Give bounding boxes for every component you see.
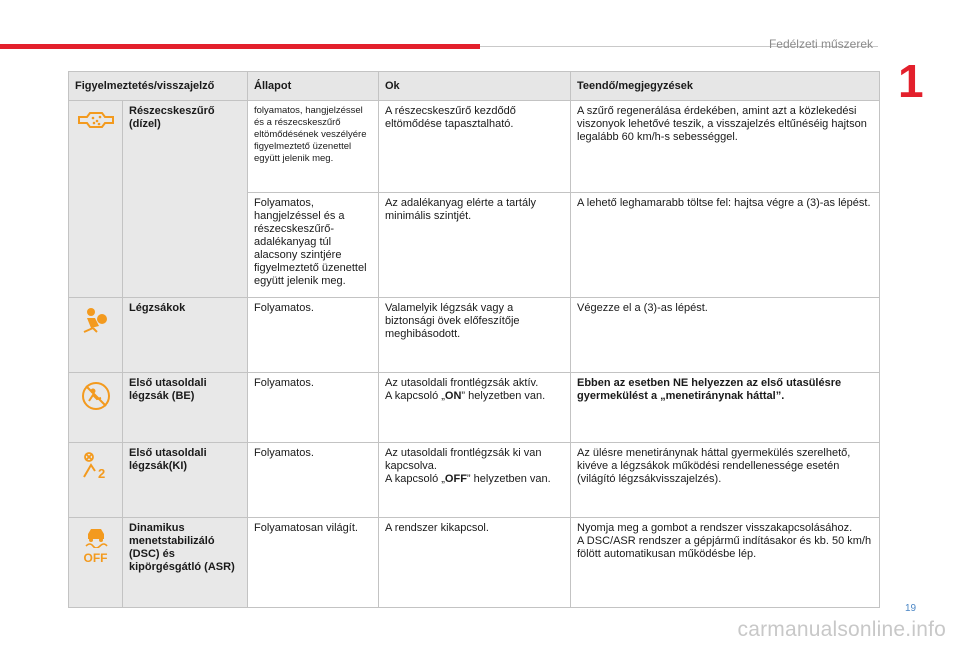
cause-text: Valamelyik légzsák vagy a biztonsági övek előfeszítője meghibásodott. xyxy=(379,298,571,373)
state-text: Folyamatos. xyxy=(248,373,379,443)
switch-position: OFF xyxy=(444,473,467,485)
action-text: A lehető leghamarabb töltse fel: hajtsa végre a (3)-as lépést. xyxy=(571,193,880,298)
cause-suffix: ” helyzetben van. xyxy=(466,473,551,485)
indicator-name: Első utasoldali légzsák (BE) xyxy=(123,373,248,443)
cause-prefix: A kapcsoló „ xyxy=(385,473,445,485)
cause-line: Az utasoldali frontlégzsák ki van kapcsolva. xyxy=(385,447,542,472)
state-text: folyamatos, hangjelzéssel és a részecskeszűrő eltömődésének veszélyére figyelmeztető üzenettel együtt jelenik meg. xyxy=(248,101,379,193)
section-title: Fedélzeti műszerek xyxy=(768,37,873,51)
passenger-airbag-on-icon xyxy=(81,402,111,414)
indicator-name: Dinamikus menetstabilizáló (DSC) és kipörgésgátló (ASR) xyxy=(123,518,248,608)
indicator-icon-cell xyxy=(69,298,123,373)
chapter-number: 1 xyxy=(898,55,924,107)
table-row xyxy=(69,443,880,518)
cause-text: Az adalékanyag elérte a tartály minimális szintjét. xyxy=(379,193,571,298)
dsc-off-label: OFF xyxy=(83,551,108,565)
cause-line: Az utasoldali frontlégzsák aktív. xyxy=(385,377,539,389)
state-text: Folyamatos. xyxy=(248,298,379,373)
table-row xyxy=(69,373,880,443)
action-text: Végezze el a (3)-as lépést. xyxy=(571,298,880,373)
cause-text xyxy=(379,443,571,518)
cause-text xyxy=(379,373,571,443)
action-suffix: ”. xyxy=(775,390,785,402)
action-text xyxy=(571,518,880,608)
indicator-name: Részecskeszűrő (dízel) xyxy=(123,101,248,298)
switch-position: ON xyxy=(444,390,462,402)
cause-prefix: A kapcsoló „ xyxy=(385,390,445,402)
warning-lights-table xyxy=(68,71,880,608)
indicator-icon-cell xyxy=(69,443,123,518)
svg-text:2: 2 xyxy=(97,466,105,481)
column-header-state: Állapot xyxy=(248,72,379,101)
page-number: 19 xyxy=(905,603,917,614)
column-header-action: Teendő/megjegyzések xyxy=(571,72,880,101)
table-row xyxy=(69,518,880,608)
column-header-indicator: Figyelmeztetés/visszajelző xyxy=(69,72,248,101)
table-row xyxy=(69,298,880,373)
action-text: Az ülésre menetiránynak háttal gyermekülés szerelhető, kivéve a légzsákok működési rendellenessége esetén (világító légzsákvisszajelzés). xyxy=(571,443,880,518)
indicator-icon-cell xyxy=(69,518,123,608)
dsc-off-icon xyxy=(81,539,111,551)
indicator-name: Első utasoldali légzsák(KI) xyxy=(123,443,248,518)
cause-text: A rendszer kikapcsol. xyxy=(379,518,571,608)
particle-filter-icon xyxy=(78,122,114,134)
column-header-cause: Ok xyxy=(379,72,571,101)
action-text: A szűrő regenerálása érdekében, amint azt a közlekedési viszonyok lehetővé teszik, a visszajelzés eltűnéséig hajtson legalább 60 km/h-s sebességgel. xyxy=(571,101,880,193)
header-red-bar xyxy=(0,44,480,49)
cause-text: A részecskeszűrő kezdődő eltömődése tapasztalható. xyxy=(379,101,571,193)
action-warning: Ebben az esetben NE helyezzen az első utasülésre gyermekülést a „menetiránynak háttal xyxy=(577,377,842,402)
action-line: A DSC/ASR rendszer a gépjármű indításakor és kb. 50 km/h fölött automatikusan működésbe lép. xyxy=(577,535,872,560)
airbag-icon xyxy=(81,325,111,337)
action-text xyxy=(571,373,880,443)
action-line: Nyomja meg a gombot a rendszer visszakapcsolásához. xyxy=(577,522,853,534)
state-text: Folyamatos. xyxy=(248,443,379,518)
table-row xyxy=(69,101,880,193)
indicator-name: Légzsákok xyxy=(123,298,248,373)
watermark: carmanualsonline.info xyxy=(737,618,946,641)
indicator-icon-cell xyxy=(69,373,123,443)
state-text: Folyamatos, hangjelzéssel és a részecskeszűrő-adalékanyag túl alacsony szintjére figyelmeztető üzenettel együtt jelenik meg. xyxy=(248,193,379,298)
indicator-icon-cell xyxy=(69,101,123,298)
state-text: Folyamatosan világít. xyxy=(248,518,379,608)
passenger-airbag-off-icon xyxy=(81,466,111,484)
cause-suffix: ” helyzetben van. xyxy=(461,390,546,402)
table-header-row xyxy=(69,72,880,101)
